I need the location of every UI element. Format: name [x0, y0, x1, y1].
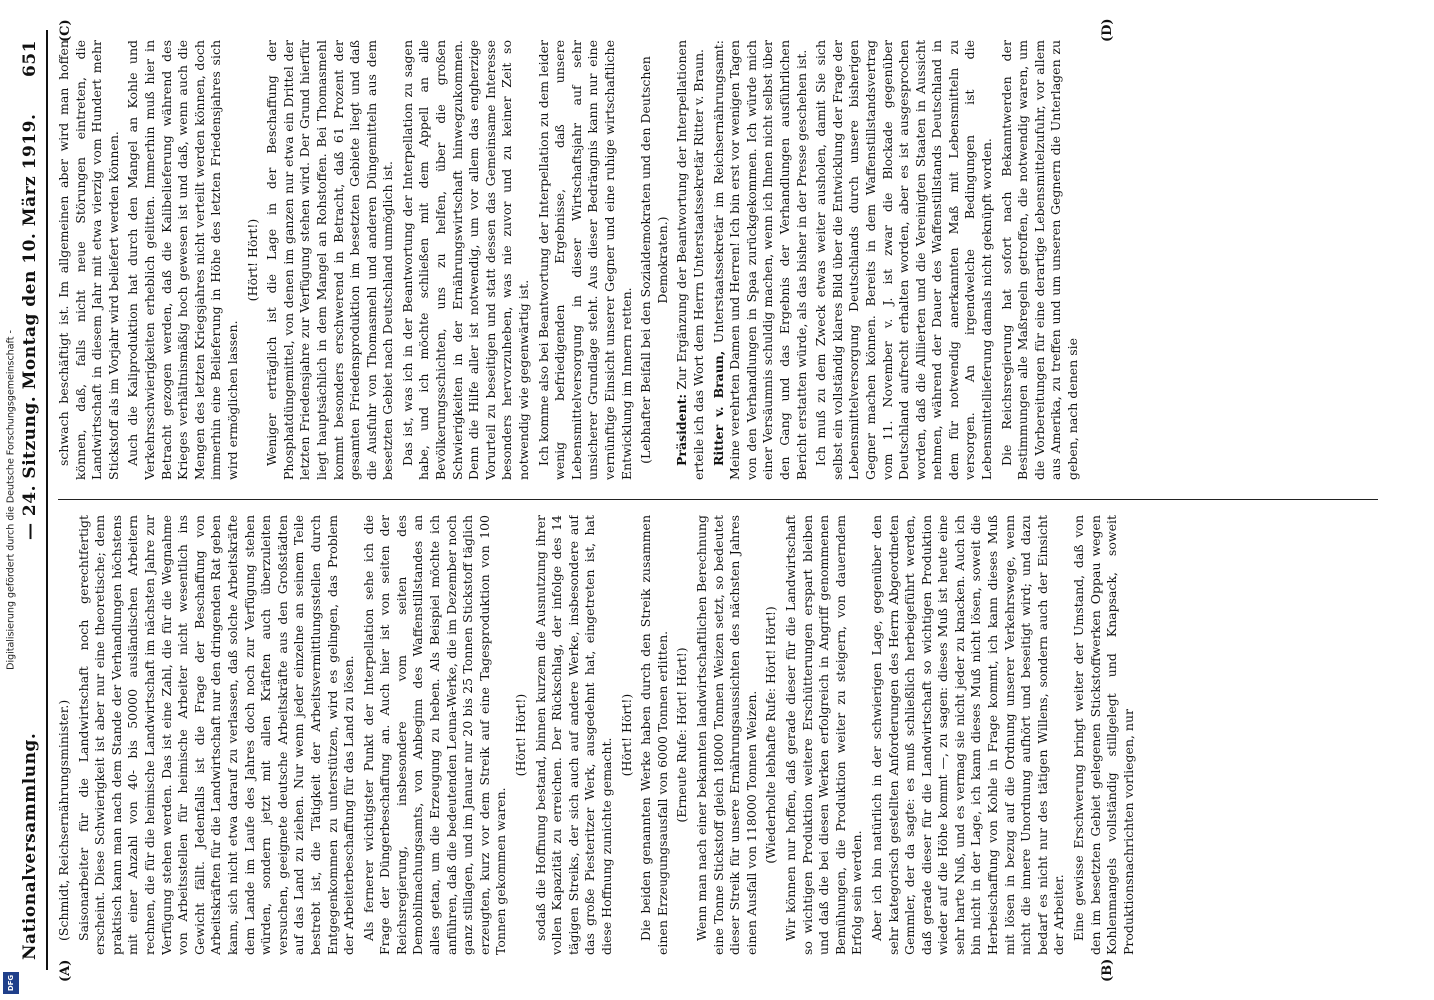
body-paragraph: Auch die Kaliproduktion hat durch den Mangel an Kohle und Verkehrsschwierigkeiten erheblich gelitten. Immerhin muß hier in Betracht gezogen werden, daß die Kalibelieferung während des Krieges verhältnismäßig hoch gewesen ist und daß, wenn auch die Mengen des letzten Kriegsjahres nicht verteilt werden können, doch immerhin eine Belieferung in Höhe des letzten Friedensjahres sich wird ermöglichen lassen.	[125, 40, 240, 480]
body-paragraph: Saisonarbeiter für die Landwirtschaft noch gerechtfertigt erscheint. Diese Schwierigkeit ist aber nur eine theoretische; denn praktisch kann man nach dem Stande der Verhandlungen höchstens mit einer Anzahl von 40- bis 50000 ausländischen Arbeitern rechnen, die für die heimische Landwirtschaft im nächsten Jahre zur Verfügung stehen werden. Das ist eine Zahl, die für die Wegnahme von Arbeitsstellen für heimische Arbeiter nicht wesentlich ins Gewicht fällt. Jedenfalls ist die Frage der Beschaffung von Arbeitskräften für die Landwirtschaft nur den dringenden Rat geben kann, sich nicht etwa darauf zu verlassen, daß solche Arbeitskräfte dem Lande im Laufe des Jahres doch noch zur Verfügung stehen würden, sondern jetzt mit allen Kräften auch überzuleiten versuchen, geeignete deutsche Arbeitskräfte aus den Großstädten auf das Land zu ziehen. Nur wenn jeder einzelne an seinem Teile bestrebt ist, die Tätigkeit der Arbeitsvermittlungsstellen durch Entgegenkommen zu unterstützen, wird es gelingen, das Problem der Arbeiterbeschaffung für das Land zu lösen.	[75, 515, 357, 955]
margin-marker-c: (C)	[58, 19, 73, 42]
body-paragraph: Weniger erträglich ist die Lage in der Beschaffung der Phosphatdüngemittel, von denen im ganzen nur etwa ein Drittel der letzten Friedensjahre zur Verfügung stehen wird. Der Grund hierfür liegt hauptsächlich in dem Mangel an Rohstoffen. Bei Thomasmehl kommt besonders erschwerend in Betracht, daß 61 Prozent der gesamten Friedensproduktion im besetzten Gebiete liegt und daß die Ausfuhr von Thomasmehl und anderen Düngemitteln aus dem besetzten Gebiet nach Deutschland unmöglich ist.	[264, 40, 396, 480]
speaker-name: Ritter v. Braun,	[710, 350, 726, 466]
digitization-note: Digitalisierung gefördert durch die Deutsche Forschungsgemeinschaft -	[5, 330, 17, 670]
body-paragraph: schwach beschäftigt ist. Im allgemeinen aber wird man hoffen können, daß, falls nicht neue Störungen eintreten, die Landwirtschaft in diesem Jahr mit etwa vierzig vom Hundert mehr Stickstoff als im Vorjahr wird beliefert werden können.	[56, 40, 121, 480]
speaker-name: Präsident:	[674, 393, 690, 466]
header-rule	[46, 30, 48, 970]
right-text-column	[56, 40, 1386, 480]
margin-marker-d: (D)	[1100, 18, 1115, 42]
speech-text: Zur Ergänzung der Beantwortung der Interpellationen erteile ich das Wort dem Herrn Unterstaatssekretär Ritter v. Braun.	[674, 40, 706, 480]
page-number: 651	[20, 40, 40, 77]
header-title-left: Nationalversammlung.	[20, 732, 40, 960]
interjection: (Erneute Rufe: Hört! Hört!)	[674, 647, 690, 823]
speech-paragraph	[711, 40, 811, 480]
body-paragraph: Das ist, was ich in der Beantwortung der Interpellation zu sagen habe, und ich möchte schließen mit dem Appell an alle Bevölkerungsschichten, uns zu helfen, über die großen Schwierigkeiten in der Ernährungswirtschaft hinwegzukommen. Denn die Hilfe aller ist notwendig, um vor allem das engherzige Vorurteil zu beseitigen und statt dessen das Gemeinsame Interesse besonders hervorzuheben, was nie zuvor und zu keiner Zeit so notwendig wie gegenwärtig ist.	[399, 40, 532, 480]
left-text-column	[56, 515, 1386, 955]
body-paragraph: Als fernerer wichtigster Punkt der Interpellation sehe ich die Frage der Düngerbeschaffung an. Auch hier ist von seiten der Reichsregierung, insbesondere vom seiten des Demobilmachungsamts, von Anbeginn des Waffenstillstandes an alles getan, um die Erzeugung zu heben. Als Beispiel möchte ich anführen, daß die bedeutenden Leuna-Werke, die im Dezember noch ganz stillagen, und im Januar nur 20 bis 25 Tonnen Stickstoff täglich erzeugten, kurz vor dem Streik auf eine Tagesproduktion von 100 Tonnen gekommen waren.	[360, 515, 509, 955]
interjection: (Wiederholte lebhafte Rufe: Hört! Hört!)	[763, 606, 779, 864]
speech-paragraph	[674, 40, 707, 480]
body-paragraph: Ich muß zu dem Zweck etwas weiter ausholen, damit Sie sich selbst ein vollständig klares Bild über die Entwicklung der Frage der Lebensmittelversorgung Deutschlands durch unsere bisherigen Gegner machen können. Bereits in dem Waffenstillstandsvertrag vom 11. November v. J. ist zwar die Blockade gegenüber Deutschland aufrecht erhalten worden, aber es ist ausgesprochen worden, daß die Alliierten und die Vereinigten Staaten in Aussicht nehmen, während der Dauer des Waffenstillstands Deutschland in dem für notwendig anerkannten Maß mit Lebensmitteln zu versorgen. An irgendwelche Bedingungen ist die Lebensmittellieferung damals nicht geknüpft worden.	[813, 40, 995, 480]
margin-marker-b: (B)	[1100, 958, 1115, 982]
side-note	[4, 10, 18, 990]
body-paragraph: sodaß die Hoffnung bestand, binnen kurzem die Ausnutzung ihrer vollen Kapazität zu erreichen. Der Rückschlag, der infolge des 14 tägigen Streiks, der sich auch auf andere Werke, insbesondere auf das große Piesteritzer Werk, ausgedehnt hat, eingetreten ist, hat diese Hoffnung zunichte gemacht.	[532, 515, 614, 955]
body-paragraph: Die beiden genannten Werke haben durch den Streik zusammen einen Erzeugungsausfall von 6000 Tonnen erlitten.	[638, 515, 670, 955]
speech-text: Unterstaatssekretär im Reichsernährungsamt: Meine verehrten Damen und Herren! Ich bin erst vor wenigen Tagen von den Verhandlungen in Spaa zurückgekommen. Ich würde mich einer Versäumnis schuldig machen, wenn ich Ihnen nicht selbst über den Gang und das Ergebnis der Verhandlungen ausführlichen Bericht erstatten würde, als das bisher in der Presse geschehen ist.	[710, 40, 809, 480]
column-divider	[58, 499, 1378, 500]
body-paragraph: Wenn man nach einer bekannten landwirtschaftlichen Berechnung eine Tonne Stickstoff gleich 18000 Tonnen Weizen setzt, so bedeutet dieser Streik für unsere Ernährungsaussichten des nächsten Jahres einen Ausfall von 118000 Tonnen Weizen.	[693, 515, 759, 955]
margin-marker-a: (A)	[58, 959, 73, 982]
dfg-logo-text: DFG	[7, 974, 15, 992]
dfg-logo	[3, 972, 19, 994]
interjection: (Lebhafter Beifall bei den Sozialdemokraten und den Deutschen Demokraten.)	[638, 56, 670, 464]
body-paragraph: Ich komme also bei Beantwortung der Interpellation zu dem leider wenig befriedigenden Ergebnisse, daß unsere Lebensmittelversorgung in dieser Wirtschaftsjahr auf sehr unsicherer Grundlage steht. Aus dieser Bedrängnis kann nur eine vernünftige Einsicht unserer Gegner und eine ruhige wirtschaftliche Entwicklung im Innern retten.	[535, 40, 634, 480]
interjection: (Hört! Hört!)	[618, 693, 634, 777]
body-paragraph: (Schmidt, Reichsernährungsminister.)	[56, 699, 71, 941]
body-paragraph: Wir können nur hoffen, daß gerade dieser für die Landwirtschaft so wichtigen Produktion weitere Erschütterungen erspart bleiben und daß die bei diesen Werken erfolgreich in Angriff genommenen Bemühungen, die Produktion weiter zu steigern, von dauerndem Erfolg sein werden.	[782, 515, 865, 955]
header-title-center: — 24. Sitzung. Montag den 10. März 1919.	[20, 113, 40, 540]
body-paragraph: Eine gewisse Erschwerung bringt weiter der Umstand, daß von den im besetzten Gebiet gelegenen Stickstoffwerken Oppau wegen Kohlenmangels vollständig stillgelegt und Knapsack, soweit Produktionsnachrichten vorliegen, nur	[1071, 515, 1136, 955]
body-paragraph: Aber ich bin natürlich in der schwierigen Lage, gegenüber den sehr kategorisch gestellten Anforderungen des Herrn Abgeordneten Gemmler, der da sagte: es muß schließlich herbeigeführt werden, daß gerade dieser für die Landwirtschaft so wichtigen Produktion wieder auf die Höhe kommt —, zu sagen: dieses Muß ist heute eine sehr harte Nuß, und es vermag sie nicht jeder zu knacken. Auch ich bin nicht in der Lage, ich kann dieses Muß nicht lösen, soweit die Herbeischaffung von Kohle in Frage kommt, ich kann dieses Muß mit lösen in bezug auf die Ordnung unserer Verkehrswege, wenn nicht die innere Unordnung aufhört und beseitigt wird; und dazu bedarf es nicht nur des tätigen Willens, sondern auch der Einsicht der Arbeiter.	[868, 515, 1067, 955]
interjection: (Hört! Hört!)	[244, 218, 260, 302]
body-paragraph: Die Reichsregierung hat sofort nach Bekanntwerden der Bestimmungen alle Maßregeln getroffen, die notwendig waren, um die Vorbereitungen für eine derartige Lebensmittelzufuhr, vor allem aus Amerika, zu treffen und um unseren Gegnern die Unterlagen zu geben, nach denen sie	[998, 40, 1081, 480]
interjection: (Hört! Hört!)	[513, 693, 529, 777]
